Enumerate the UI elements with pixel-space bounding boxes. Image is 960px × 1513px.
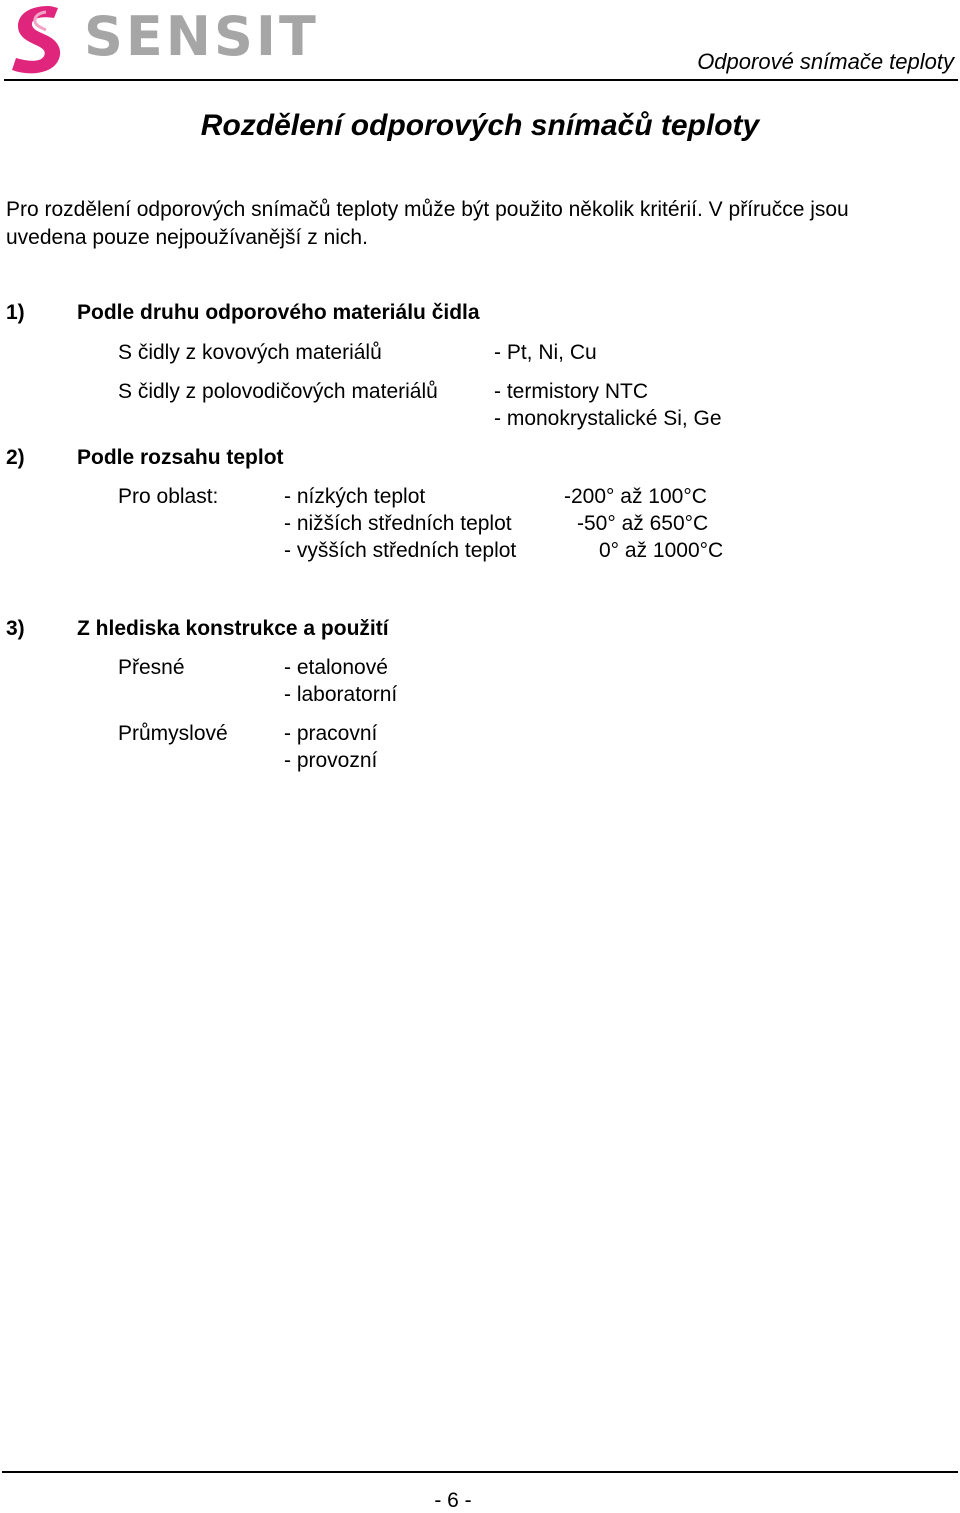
section-1-number: 1) [6,301,25,324]
sensit-logo [8,4,319,76]
section-2-row-1-name: - nízkých teplot [284,485,426,508]
section-2-row-2-range: -50° až 650°C [577,512,709,535]
intro-paragraph [6,196,958,252]
section-3-row-1-value-2: - laboratorní [284,683,398,706]
section-1-row-2-value-1: - termistory NTC [494,380,648,403]
section-3-row-2-label: Průmyslové [118,722,228,745]
section-1-row-1-label: S čidly z kovových materiálů [118,341,382,364]
footer-divider [2,1471,958,1473]
section-2-label: Pro oblast: [118,485,219,508]
section-2-heading: Podle rozsahu teplot [77,446,284,469]
section-2-row-3-name: - vyšších středních teplot [284,539,517,562]
section-3-heading: Z hlediska konstrukce a použití [77,617,389,640]
section-3-row-2-value-2: - provozní [284,749,378,772]
section-1-heading: Podle druhu odporového materiálu čidla [77,301,480,324]
section-2-row-2-name: - nižších středních teplot [284,512,512,535]
section-1-row-2-value-2: - monokrystalické Si, Ge [494,407,722,430]
header-title: Odporové snímače teploty [697,49,954,74]
sensit-swoosh-icon [8,4,74,76]
intro-line-1: Pro rozdělení odporových snímačů teploty může být použito několik kritérií. V příručce jsou [6,198,849,221]
document-title: Rozdělení odporových snímačů teploty [200,109,760,142]
intro-line-2: uvedena pouze nejpoužívanější z nich. [6,226,368,249]
header-divider [4,79,958,81]
logo-wordmark: SENSIT [84,5,319,68]
section-1-row-1-value-1: - Pt, Ni, Cu [494,341,597,364]
section-2-row-3-range: 0° až 1000°C [599,539,724,562]
page-number: - 6 - [434,1489,472,1512]
section-3-row-1-label: Přesné [118,656,185,679]
section-2-row-1-range: -200° až 100°C [564,485,707,508]
section-3-row-1-value-1: - etalonové [284,656,388,679]
section-1-row-2-label: S čidly z polovodičových materiálů [118,380,438,403]
section-2-number: 2) [6,446,25,469]
section-3-number: 3) [6,617,25,640]
section-3-row-2-value-1: - pracovní [284,722,378,745]
